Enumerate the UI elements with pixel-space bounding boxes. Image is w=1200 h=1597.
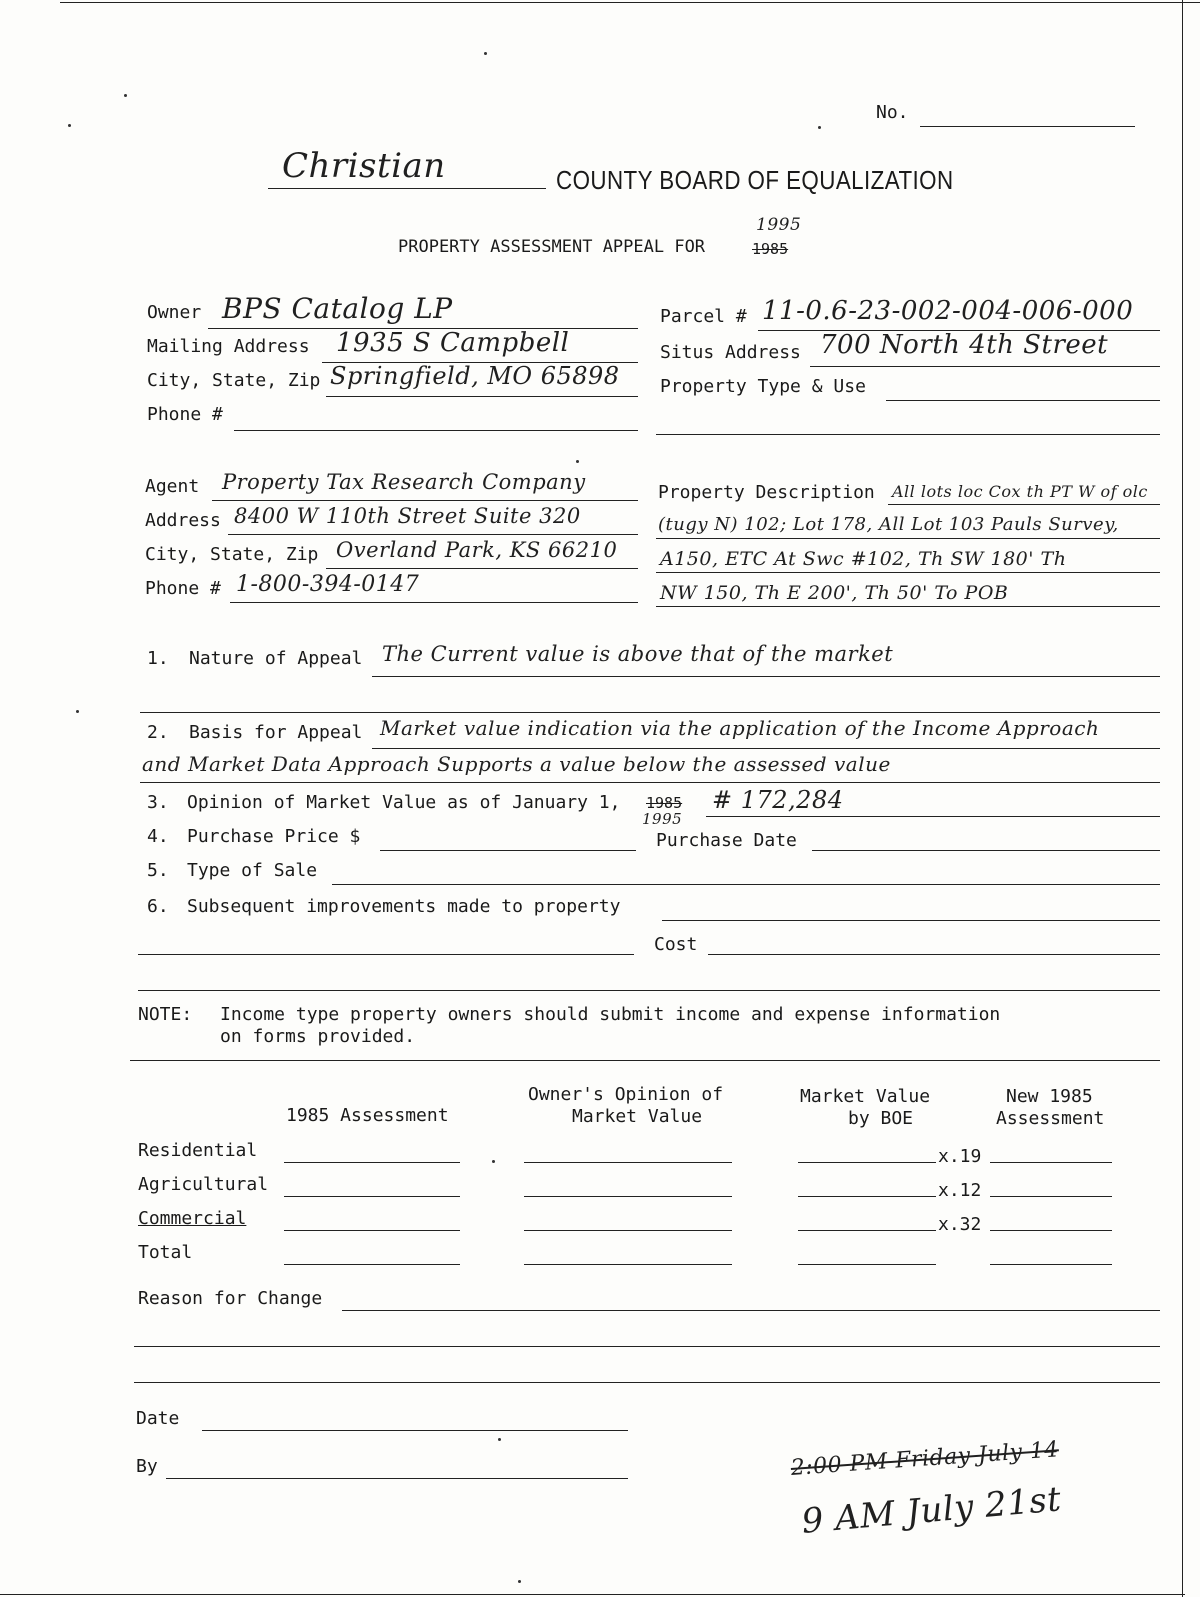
agent-phone-field[interactable] [230,602,638,603]
property-description-field-3[interactable] [656,572,1160,573]
opinion-year-struck: 1985 [646,794,683,812]
commercial-boe-field[interactable] [798,1230,936,1231]
property-description-line-1: All lots loc Cox th PT W of olc [892,482,1148,501]
opinion-market-value: # 172,284 [712,786,844,814]
basis-for-appeal-label: Basis for Appeal [189,722,363,743]
mailing-address-value: 1935 S Campbell [336,328,570,358]
col-owner-opinion-header-b: Market Value [572,1106,703,1127]
appeal-year-written: 1995 [756,215,802,235]
col-market-value-boe-header-b: by BOE [848,1108,914,1129]
owner-city-value: Springfield, MO 65898 [330,362,620,390]
mailing-address-label: Mailing Address [147,336,310,357]
agent-phone-label: Phone # [145,578,221,599]
basis-for-appeal-value-b: and Market Data Approach Supports a value below the assessed value [142,752,891,776]
by-field[interactable] [166,1478,628,1479]
total-new-assessment-field[interactable] [990,1264,1112,1265]
item-4-number: 4. [147,826,169,847]
subsequent-improvements-field[interactable] [662,920,1160,921]
agent-address-field[interactable] [228,534,638,535]
right-border-line [1182,0,1183,1597]
owner-phone-field[interactable] [234,430,638,431]
top-border-line [60,2,1200,3]
nature-of-appeal-field[interactable] [372,676,1160,677]
agent-address-label: Address [145,510,221,531]
scan-speck [68,124,71,127]
opinion-market-value-label: Opinion of Market Value as of January 1, [187,792,621,813]
total-boe-field[interactable] [798,1264,936,1265]
cost-label: Cost [654,934,698,955]
appointment-note-struck: 2:00 PM Friday July 14 [790,1437,1060,1481]
col-market-value-boe-header-a: Market Value [800,1086,931,1107]
subsequent-improvements-label: Subsequent improvements made to property [187,896,621,917]
total-owner-opinion-field[interactable] [524,1264,732,1265]
residential-new-assessment-field[interactable] [990,1162,1112,1163]
note-label: NOTE: [138,1004,193,1025]
reason-for-change-field[interactable] [342,1310,1160,1311]
reason-for-change-field-2[interactable] [134,1346,1160,1347]
nature-of-appeal-label: Nature of Appeal [189,648,363,669]
residential-boe-field[interactable] [798,1162,936,1163]
purchase-price-label: Purchase Price $ [187,826,361,847]
scan-speck [124,94,127,97]
row-agricultural-label: Agricultural [138,1174,269,1195]
item-3-number: 3. [147,792,169,813]
property-description-line-4: NW 150, Th E 200', Th 50' To POB [660,582,1009,604]
agent-city-label: City, State, Zip [145,544,319,565]
board-title: COUNTY BOARD OF EQUALIZATION [556,165,954,195]
purchase-date-field[interactable] [812,850,1160,851]
scan-speck [498,1438,501,1441]
owner-city-field[interactable] [326,396,638,397]
situs-address-value: 700 North 4th Street [820,330,1109,360]
scan-speck [518,1580,521,1583]
bottom-border-line [0,1594,1185,1595]
agent-city-value: Overland Park, KS 66210 [336,538,618,562]
agent-field[interactable] [212,500,638,501]
improvements-field-3[interactable] [138,990,1160,991]
scan-speck [818,126,821,129]
nature-of-appeal-value: The Current value is above that of the market [382,642,894,666]
owner-label: Owner [147,302,202,323]
col-owner-opinion-header-a: Owner's Opinion of [528,1084,724,1105]
agent-address-value: 8400 W 110th Street Suite 320 [234,504,581,528]
parcel-label: Parcel # [660,306,747,327]
residential-1985-field[interactable] [284,1162,460,1163]
commercial-owner-opinion-field[interactable] [524,1230,732,1231]
basis-for-appeal-value-a: Market value indication via the application of the Income Approach [380,716,1100,740]
note-line-1: Income type property owners should submit income and expense information [220,1004,1001,1025]
scan-speck [484,52,487,55]
nature-of-appeal-field-2[interactable] [140,712,1160,713]
property-type-field[interactable] [886,400,1160,401]
opinion-year-written: 1995 [642,810,683,828]
item-1-number: 1. [147,648,169,669]
agricultural-new-assessment-field[interactable] [990,1196,1112,1197]
appeal-title: PROPERTY ASSESSMENT APPEAL FOR [398,237,706,257]
agricultural-1985-field[interactable] [284,1196,460,1197]
agricultural-factor: x.12 [938,1180,982,1201]
agent-city-field[interactable] [326,568,638,569]
basis-for-appeal-field[interactable] [372,748,1160,749]
agricultural-owner-opinion-field[interactable] [524,1196,732,1197]
col-1985-assessment-header: 1985 Assessment [286,1105,449,1126]
row-total-label: Total [138,1242,193,1263]
owner-city-label: City, State, Zip [147,370,321,391]
type-of-sale-label: Type of Sale [187,860,318,881]
situs-address-label: Situs Address [660,342,801,363]
basis-for-appeal-field-2[interactable] [140,782,1160,783]
by-label: By [136,1456,158,1477]
owner-value: BPS Catalog LP [222,292,453,325]
county-line [268,188,546,189]
appointment-note: 9 AM July 21st [800,1479,1063,1542]
property-description-line-3: A150, ETC At Swc #102, Th SW 180' Th [660,548,1067,570]
item-2-number: 2. [147,722,169,743]
residential-factor: x.19 [938,1146,982,1167]
date-label: Date [136,1408,180,1429]
purchase-date-label: Purchase Date [656,830,797,851]
property-type-field-2[interactable] [656,434,1160,435]
appeal-year-struck: 1985 [752,240,789,258]
owner-phone-label: Phone # [147,404,223,425]
row-residential-label: Residential [138,1140,258,1161]
agricultural-boe-field[interactable] [798,1196,936,1197]
purchase-price-field[interactable] [380,850,636,851]
property-description-label: Property Description [658,482,875,503]
opinion-market-value-field[interactable] [706,816,1160,817]
reason-for-change-field-3[interactable] [134,1382,1160,1383]
county-name: Christian [282,146,446,186]
property-description-field-2[interactable] [656,538,1160,539]
situs-address-field[interactable] [810,366,1160,367]
agent-phone-value: 1-800-394-0147 [236,572,420,597]
item-5-number: 5. [147,860,169,881]
residential-owner-opinion-field[interactable] [524,1162,732,1163]
parcel-value: 11-0.6-23-002-004-006-000 [762,296,1134,326]
col-new-assessment-header-a: New 1985 [1006,1086,1093,1107]
scan-speck [492,1160,495,1163]
scan-speck [576,460,579,463]
agent-label: Agent [145,476,200,497]
col-new-assessment-header-b: Assessment [996,1108,1105,1129]
note-line-2: on forms provided. [220,1026,416,1047]
property-description-line-2: (tugy N) 102; Lot 178, All Lot 103 Pauls Survey, [658,514,1119,535]
property-type-label: Property Type & Use [660,376,866,397]
scan-speck [76,710,79,713]
type-of-sale-field[interactable] [332,884,1160,885]
cost-field[interactable] [708,954,1160,955]
reason-for-change-label: Reason for Change [138,1288,323,1309]
item-6-number: 6. [147,896,169,917]
commercial-factor: x.32 [938,1214,982,1235]
agent-value: Property Tax Research Company [222,470,586,494]
commercial-new-assessment-field[interactable] [990,1230,1112,1231]
date-field[interactable] [202,1430,628,1431]
row-commercial-label: Commercial [138,1208,247,1229]
form-number-label: No. [876,102,909,123]
note-divider [130,1060,1160,1061]
subsequent-improvements-field-2[interactable] [138,954,634,955]
commercial-1985-field[interactable] [284,1230,460,1231]
total-1985-field[interactable] [284,1264,460,1265]
property-description-field-4[interactable] [656,606,1160,607]
form-number-line[interactable] [920,126,1135,127]
property-description-field-1[interactable] [888,504,1160,505]
